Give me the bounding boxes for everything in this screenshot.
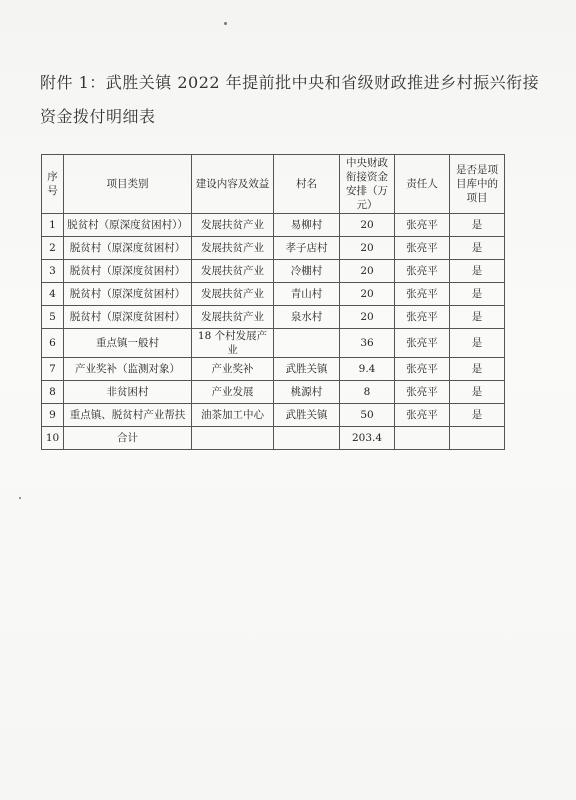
cell-village: 武胜关镇	[274, 358, 340, 381]
table-row	[42, 306, 505, 329]
cell-amount: 20	[340, 283, 395, 306]
cell-owner: 张亮平	[395, 237, 450, 260]
header-cell: 责任人	[395, 155, 450, 214]
cell-index: 4	[42, 283, 64, 306]
cell-index: 1	[42, 214, 64, 237]
cell-amount: 50	[340, 404, 395, 427]
cell-owner: 张亮平	[395, 214, 450, 237]
scan-speck	[224, 22, 227, 25]
cell-index: 7	[42, 358, 64, 381]
cell-owner: 张亮平	[395, 260, 450, 283]
cell-content: 发展扶贫产业	[192, 214, 274, 237]
cell-in-library: 是	[450, 283, 505, 306]
cell-in-library	[450, 427, 505, 450]
cell-content	[192, 427, 274, 450]
cell-index: 5	[42, 306, 64, 329]
scan-speck	[19, 497, 21, 499]
cell-index: 10	[42, 427, 64, 450]
cell-amount: 20	[340, 260, 395, 283]
cell-village: 冷棚村	[274, 260, 340, 283]
header-cell: 中央财政衔接资金安排（万元）	[340, 155, 395, 214]
cell-content: 产业发展	[192, 381, 274, 404]
cell-owner: 张亮平	[395, 381, 450, 404]
table-row	[42, 358, 505, 381]
cell-in-library: 是	[450, 381, 505, 404]
header-cell: 是否是项目库中的项目	[450, 155, 505, 214]
cell-index: 2	[42, 237, 64, 260]
cell-amount: 9.4	[340, 358, 395, 381]
cell-village	[274, 427, 340, 450]
cell-in-library: 是	[450, 306, 505, 329]
document-title: 附件 1：武胜关镇 2022 年提前批中央和省级财政推进乡村振兴衔接资金拨付明细表	[40, 73, 540, 126]
table-row	[42, 237, 505, 260]
cell-in-library: 是	[450, 237, 505, 260]
cell-village: 青山村	[274, 283, 340, 306]
cell-owner: 张亮平	[395, 329, 450, 358]
table-row	[42, 404, 505, 427]
cell-category: 脱贫村（原深度贫困村）	[64, 237, 192, 260]
cell-village	[274, 329, 340, 358]
cell-category: 非贫困村	[64, 381, 192, 404]
cell-category: 脱贫村（原深度贫困村）	[64, 260, 192, 283]
cell-content: 产业奖补	[192, 358, 274, 381]
cell-category: 脱贫村（原深度贫困村））	[64, 214, 192, 237]
cell-category: 合计	[64, 427, 192, 450]
cell-index: 6	[42, 329, 64, 358]
table-row	[42, 329, 505, 358]
cell-category: 重点镇、脱贫村产业帮扶	[64, 404, 192, 427]
cell-village: 武胜关镇	[274, 404, 340, 427]
cell-content: 发展扶贫产业	[192, 283, 274, 306]
cell-content: 油茶加工中心	[192, 404, 274, 427]
cell-content: 发展扶贫产业	[192, 260, 274, 283]
cell-owner: 张亮平	[395, 358, 450, 381]
table-row	[42, 381, 505, 404]
cell-amount: 20	[340, 306, 395, 329]
cell-village: 泉水村	[274, 306, 340, 329]
cell-owner	[395, 427, 450, 450]
table-row	[42, 260, 505, 283]
cell-index: 8	[42, 381, 64, 404]
header-cell: 序号	[42, 155, 64, 214]
cell-in-library: 是	[450, 404, 505, 427]
header-cell: 建设内容及效益	[192, 155, 274, 214]
cell-category: 脱贫村（原深度贫困村）	[64, 283, 192, 306]
table-row	[42, 283, 505, 306]
fund-allocation-table	[41, 154, 505, 450]
cell-amount: 203.4	[340, 427, 395, 450]
cell-village: 桃源村	[274, 381, 340, 404]
cell-content: 18 个村发展产业	[192, 329, 274, 358]
cell-amount: 20	[340, 214, 395, 237]
header-cell: 村名	[274, 155, 340, 214]
header-cell: 项目类别	[64, 155, 192, 214]
cell-amount: 20	[340, 237, 395, 260]
table-header-row	[42, 155, 505, 214]
table-total-row	[42, 427, 505, 450]
cell-in-library: 是	[450, 358, 505, 381]
cell-village: 易柳村	[274, 214, 340, 237]
cell-owner: 张亮平	[395, 306, 450, 329]
cell-amount: 8	[340, 381, 395, 404]
cell-in-library: 是	[450, 260, 505, 283]
cell-index: 3	[42, 260, 64, 283]
cell-category: 重点镇一般村	[64, 329, 192, 358]
table-row	[42, 214, 505, 237]
cell-content: 发展扶贫产业	[192, 306, 274, 329]
cell-category: 脱贫村（原深度贫困村）	[64, 306, 192, 329]
cell-in-library: 是	[450, 329, 505, 358]
cell-content: 发展扶贫产业	[192, 237, 274, 260]
cell-village: 孝子店村	[274, 237, 340, 260]
cell-category: 产业奖补（监测对象）	[64, 358, 192, 381]
cell-index: 9	[42, 404, 64, 427]
cell-amount: 36	[340, 329, 395, 358]
cell-owner: 张亮平	[395, 404, 450, 427]
cell-owner: 张亮平	[395, 283, 450, 306]
cell-in-library: 是	[450, 214, 505, 237]
